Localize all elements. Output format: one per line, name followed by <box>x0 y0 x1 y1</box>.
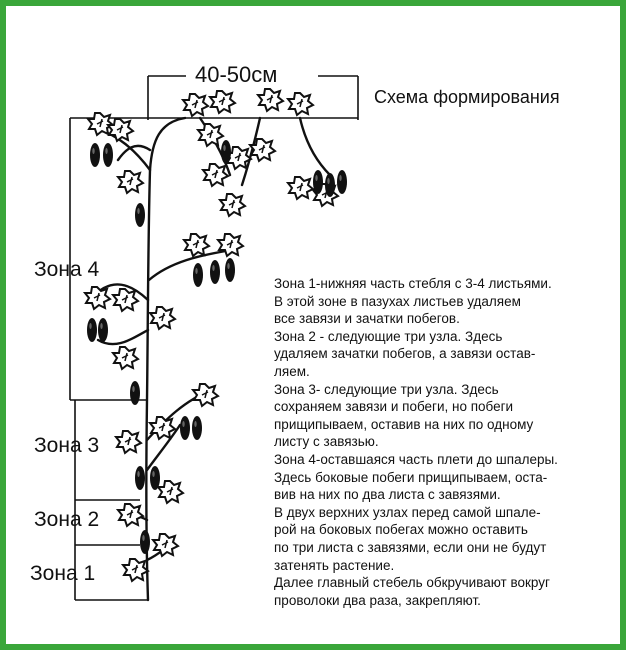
description-line: Здесь боковые побеги прищипываем, оста- <box>274 469 548 485</box>
zone-1-label: Зона 1 <box>30 562 96 585</box>
description-line: по три листа с завязями, если они не будут <box>274 539 547 555</box>
description-line: ляем. <box>274 363 310 379</box>
description-line: прищипываем, оставив на них по одному <box>274 416 534 432</box>
description-line: Зона 4-оставшаяся часть плети до шпалеры. <box>274 451 558 467</box>
description-line: рой на боковых побегах можно оставить <box>274 522 528 538</box>
description-line: В этой зоне в пазухах листьев удаляем <box>274 293 521 309</box>
description-text <box>274 275 614 609</box>
description-line: проволоки два раза, закрепляют. <box>274 592 481 608</box>
description-line: затенять растение. <box>274 557 395 573</box>
description-line: вив на них по два листа с завязями. <box>274 487 501 503</box>
zone-3-label: Зона 3 <box>34 434 100 457</box>
description-line: Зона 3- следующие три узла. Здесь <box>274 381 499 397</box>
description-line: Далее главный стебель обкручивают вокруг <box>274 575 550 591</box>
description-line: сохраняем завязи и побеги, но побеги <box>274 399 514 415</box>
description-line: все завязи и зачатки побегов. <box>274 311 460 327</box>
description-line: Зона 2 - следующие три узла. Здесь <box>274 328 503 344</box>
width-label: 40-50см <box>195 62 278 87</box>
zone-4-label: Зона 4 <box>34 258 100 281</box>
description-line: В двух верхних узлах перед самой шпале- <box>274 504 541 520</box>
description-line: удаляем зачатки побегов, а завязи остав- <box>274 346 536 362</box>
zone-2-label: Зона 2 <box>34 508 100 531</box>
diagram-title: Схема формирования <box>374 87 560 107</box>
description-line: листу с завязью. <box>274 434 379 450</box>
description-line: Зона 1-нижняя часть стебля с 3-4 листьями. <box>274 276 552 291</box>
